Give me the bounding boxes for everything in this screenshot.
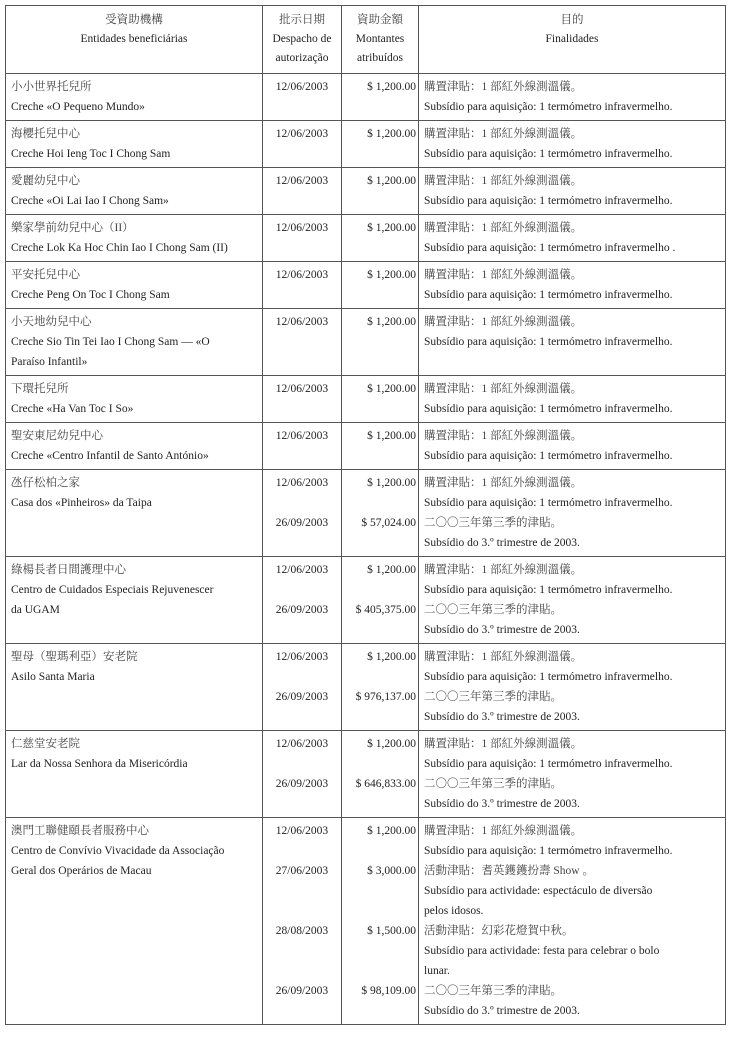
- entity-cell: 氹仔松柏之家 Casa dos «Pinheiros» da Taipa: [6, 470, 263, 557]
- purpose-cell: 購置津貼：1 部紅外線測溫儀。 Subsídio para aquisição: 1 termómetro infravermelho. 二〇〇三年第三季的津貼。 Subsídio do 3.º trimestre de 2003.: [419, 470, 726, 557]
- entity-cell: 仁慈堂安老院 Lar da Nossa Senhora da Misericórdia: [6, 731, 263, 818]
- table-row: [6, 74, 726, 121]
- purpose-cell: 購置津貼：1 部紅外線測溫儀。 Subsídio para aquisição: 1 termómetro infravermelho. 二〇〇三年第三季的津貼。 Subsídio do 3.º trimestre de 2003.: [419, 557, 726, 644]
- date-cell: 12/06/2003: [263, 423, 342, 470]
- date-cell: 12/06/2003: [263, 376, 342, 423]
- amount-cell: $ 1,200.00 $ 976,137.00: [342, 644, 419, 731]
- amount-cell: $ 1,200.00: [342, 423, 419, 470]
- purpose-cell: 購置津貼：1 部紅外線測溫儀。 Subsídio para aquisição: 1 termómetro infravermelho.: [419, 74, 726, 121]
- amount-cell: $ 1,200.00: [342, 74, 419, 121]
- table-row: [6, 376, 726, 423]
- entity-cell: 綠楊長者日間護理中心 Centro de Cuidados Especiais Rejuvenescer da UGAM: [6, 557, 263, 644]
- date-cell: 12/06/2003: [263, 309, 342, 376]
- table-row: [6, 168, 726, 215]
- table-row: [6, 731, 726, 818]
- entity-cell: 小天地幼兒中心 Creche Sio Tin Tei Iao I Chong Sam — «O Paraíso Infantil»: [6, 309, 263, 376]
- purpose-cell: 購置津貼：1 部紅外線測溫儀。 Subsídio para aquisição: 1 termómetro infravermelho.: [419, 376, 726, 423]
- date-cell: 12/06/2003 26/09/2003: [263, 731, 342, 818]
- amount-cell: $ 1,200.00 $ 57,024.00: [342, 470, 419, 557]
- entity-cell: 聖母（聖瑪利亞）安老院 Asilo Santa Maria: [6, 644, 263, 731]
- amount-cell: $ 1,200.00: [342, 262, 419, 309]
- header-date: 批示日期 Despacho de autorização: [263, 6, 342, 74]
- header-entities: 受資助機構 Entidades beneficiárias: [6, 6, 263, 74]
- table-row: [6, 309, 726, 376]
- table-row: [6, 818, 726, 1025]
- table-row: [6, 215, 726, 262]
- date-cell: 12/06/2003 26/09/2003: [263, 470, 342, 557]
- table-header-row: [6, 6, 726, 74]
- table-row: [6, 423, 726, 470]
- date-cell: 12/06/2003: [263, 74, 342, 121]
- amount-cell: $ 1,200.00 $ 3,000.00 $ 1,500.00 $ 98,109.00: [342, 818, 419, 1025]
- amount-cell: $ 1,200.00: [342, 376, 419, 423]
- header-amount: 資助金額 Montantes atribuídos: [342, 6, 419, 74]
- amount-cell: $ 1,200.00: [342, 215, 419, 262]
- purpose-cell: 購置津貼：1 部紅外線測溫儀。 Subsídio para aquisição: 1 termómetro infravermelho.: [419, 168, 726, 215]
- entity-cell: 樂家學前幼兒中心（II） Creche Lok Ka Hoc Chin Iao I Chong Sam (II): [6, 215, 263, 262]
- date-cell: 12/06/2003: [263, 215, 342, 262]
- purpose-cell: 購置津貼：1 部紅外線測溫儀。 Subsídio para aquisição: 1 termómetro infravermelho. 活動津貼：耆英鑊鑊扮壽 Show 。 Subsídio para actividade: espectáculo de diversão pelos idosos. 活動津貼：幻彩花燈賀中秋。 Subsídio para actividade: festa para celebrar o bolo lunar. 二〇〇三年第三季的津貼。 Subsídio do 3.º trimestre de 2003.: [419, 818, 726, 1025]
- date-cell: 12/06/2003 27/06/2003 28/08/2003 26/09/2003: [263, 818, 342, 1025]
- table-row: [6, 644, 726, 731]
- entity-cell: 澳門工聯健頤長者服務中心 Centro de Convívio Vivacidade da Associação Geral dos Operários de Macau: [6, 818, 263, 1025]
- date-cell: 12/06/2003: [263, 168, 342, 215]
- entity-cell: 下環托兒所 Creche «Ha Van Toc I So»: [6, 376, 263, 423]
- purpose-cell: 購置津貼：1 部紅外線測溫儀。 Subsídio para aquisição: 1 termómetro infravermelho.: [419, 309, 726, 376]
- date-cell: 12/06/2003 26/09/2003: [263, 557, 342, 644]
- header-purpose: 目的 Finalidades: [419, 6, 726, 74]
- amount-cell: $ 1,200.00: [342, 121, 419, 168]
- purpose-cell: 購置津貼：1 部紅外線測溫儀。 Subsídio para aquisição: 1 termómetro infravermelho .: [419, 215, 726, 262]
- date-cell: 12/06/2003 26/09/2003: [263, 644, 342, 731]
- entity-cell: 小小世界托兒所 Creche «O Pequeno Mundo»: [6, 74, 263, 121]
- amount-cell: $ 1,200.00: [342, 309, 419, 376]
- purpose-cell: 購置津貼：1 部紅外線測溫儀。 Subsídio para aquisição: 1 termómetro infravermelho. 二〇〇三年第三季的津貼。 Subsídio do 3.º trimestre de 2003.: [419, 644, 726, 731]
- subsidy-table: [5, 5, 726, 1025]
- entity-cell: 聖安東尼幼兒中心 Creche «Centro Infantil de Santo António»: [6, 423, 263, 470]
- purpose-cell: 購置津貼：1 部紅外線測溫儀。 Subsídio para aquisição: 1 termómetro infravermelho.: [419, 423, 726, 470]
- entity-cell: 平安托兒中心 Creche Peng On Toc I Chong Sam: [6, 262, 263, 309]
- purpose-cell: 購置津貼：1 部紅外線測溫儀。 Subsídio para aquisição: 1 termómetro infravermelho.: [419, 262, 726, 309]
- entity-cell: 海櫻托兒中心 Creche Hoi Ieng Toc I Chong Sam: [6, 121, 263, 168]
- amount-cell: $ 1,200.00 $ 646,833.00: [342, 731, 419, 818]
- date-cell: 12/06/2003: [263, 262, 342, 309]
- date-cell: 12/06/2003: [263, 121, 342, 168]
- amount-cell: $ 1,200.00 $ 405,375.00: [342, 557, 419, 644]
- amount-cell: $ 1,200.00: [342, 168, 419, 215]
- purpose-cell: 購置津貼：1 部紅外線測溫儀。 Subsídio para aquisição: 1 termómetro infravermelho. 二〇〇三年第三季的津貼。 Subsídio do 3.º trimestre de 2003.: [419, 731, 726, 818]
- entity-cell: 愛麗幼兒中心 Creche «Oi Lai Iao I Chong Sam»: [6, 168, 263, 215]
- table-row: [6, 557, 726, 644]
- table-row: [6, 470, 726, 557]
- table-row: [6, 121, 726, 168]
- table-row: [6, 262, 726, 309]
- purpose-cell: 購置津貼：1 部紅外線測溫儀。 Subsídio para aquisição: 1 termómetro infravermelho.: [419, 121, 726, 168]
